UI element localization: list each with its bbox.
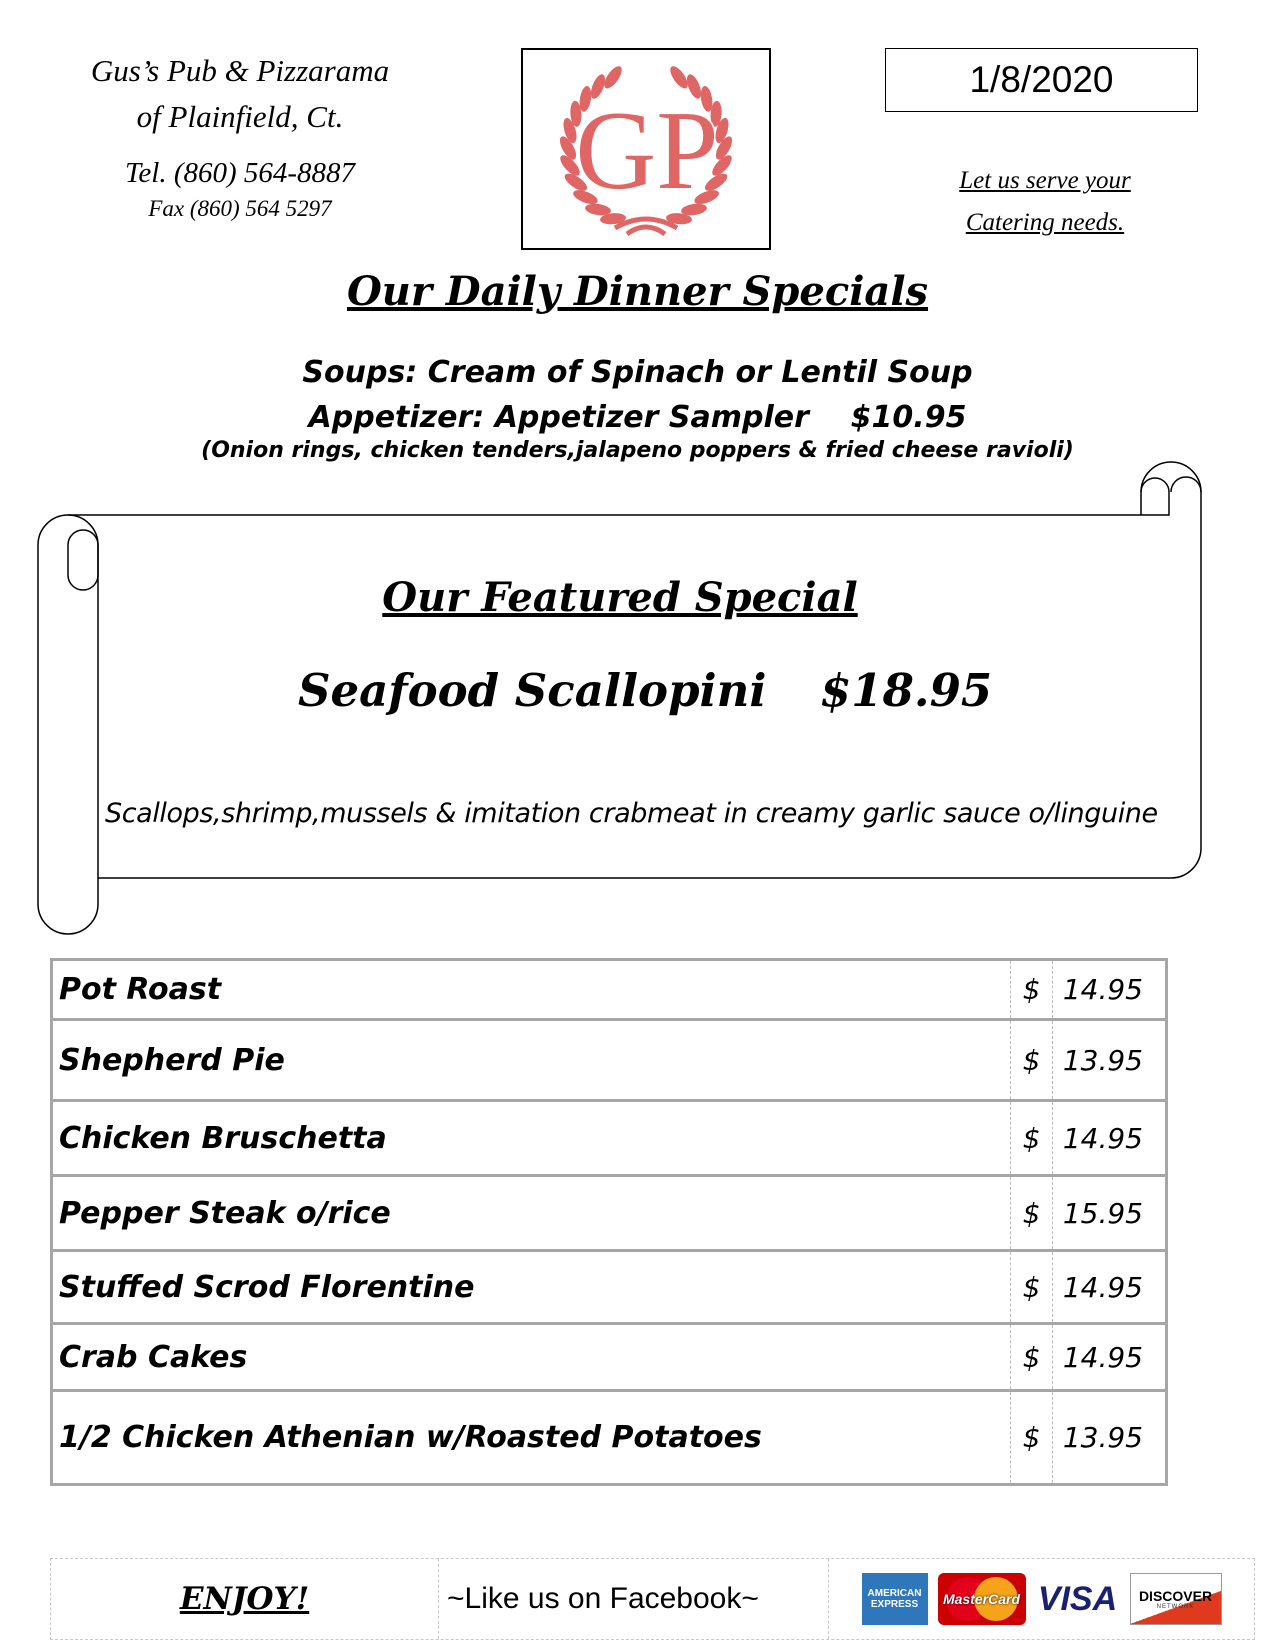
appetizer-description: (Onion rings, chicken tenders,jalapeno poppers & fried cheese ravioli) [201, 438, 1074, 463]
dish-price: 14.95 [1062, 1270, 1143, 1304]
appetizer-line: Appetizer: Appetizer Sampler $10.95 [308, 400, 967, 435]
dish-name: 1/2 Chicken Athenian w/Roasted Potatoes [53, 1392, 1011, 1483]
featured-dish-price: $18.95 [820, 664, 993, 717]
catering-line-2: Catering needs. [965, 209, 1125, 236]
mastercard-icon: MasterCard [938, 1573, 1026, 1625]
dish-price: 14.95 [1062, 1340, 1143, 1374]
menu-table [50, 958, 1168, 1486]
currency-symbol: $ [1011, 1021, 1053, 1099]
menu-row [53, 1392, 1165, 1483]
menu-row [53, 1102, 1165, 1177]
dish-name: Pepper Steak o/rice [53, 1177, 1011, 1249]
dish-price: 13.95 [1062, 1421, 1143, 1454]
fax-number: Fax (860) 564 5297 [148, 196, 332, 221]
daily-specials-title: Our Daily Dinner Specials [346, 268, 929, 315]
dish-price: 14.95 [1062, 1121, 1143, 1155]
dish-name: Shepherd Pie [53, 1021, 1011, 1099]
menu-date: 1/8/2020 [885, 48, 1198, 112]
dish-name: Chicken Bruschetta [53, 1102, 1011, 1174]
dish-price: 13.95 [1062, 1043, 1143, 1077]
currency-symbol: $ [1011, 1392, 1053, 1483]
business-location: of Plainfield, Ct. [136, 99, 344, 134]
svg-text:GP: GP [575, 89, 719, 213]
footer-bar [50, 1558, 1255, 1640]
accepted-cards [829, 1559, 1254, 1639]
catering-line-1: Let us serve your [959, 167, 1131, 194]
dish-name: Crab Cakes [53, 1325, 1011, 1389]
menu-row [53, 1325, 1165, 1392]
currency-symbol: $ [1011, 1102, 1053, 1174]
dish-price: 14.95 [1062, 973, 1143, 1006]
dish-name: Pot Roast [53, 961, 1011, 1018]
facebook-link[interactable]: ~Like us on Facebook~ [439, 1559, 829, 1639]
menu-row [53, 1252, 1165, 1325]
amex-icon: AMERICAN EXPRESS [862, 1573, 928, 1625]
soups-line: Soups: Cream of Spinach or Lentil Soup [302, 355, 973, 390]
featured-dish-name: Seafood Scallopini [298, 664, 767, 717]
dish-name: Stuffed Scrod Florentine [53, 1252, 1011, 1322]
menu-row [53, 1177, 1165, 1252]
currency-symbol: $ [1011, 1252, 1053, 1322]
currency-symbol: $ [1011, 1325, 1053, 1389]
business-name: Gus’s Pub & Pizzarama [90, 53, 390, 88]
enjoy-text: ENJOY! [51, 1559, 439, 1639]
featured-special-title: Our Featured Special [382, 574, 858, 621]
currency-symbol: $ [1011, 961, 1053, 1018]
currency-symbol: $ [1011, 1177, 1053, 1249]
phone-number: Tel. (860) 564-8887 [124, 157, 356, 189]
visa-icon: VISA [1037, 1579, 1118, 1618]
discover-icon: DISCOVER NETWORK [1130, 1573, 1222, 1625]
dish-price: 15.95 [1062, 1196, 1143, 1230]
featured-dish-description: Scallops,shrimp,mussels & imitation crabmeat in creamy garlic sauce o/linguine [105, 798, 1158, 829]
menu-row [53, 961, 1165, 1021]
menu-row [53, 1021, 1165, 1102]
